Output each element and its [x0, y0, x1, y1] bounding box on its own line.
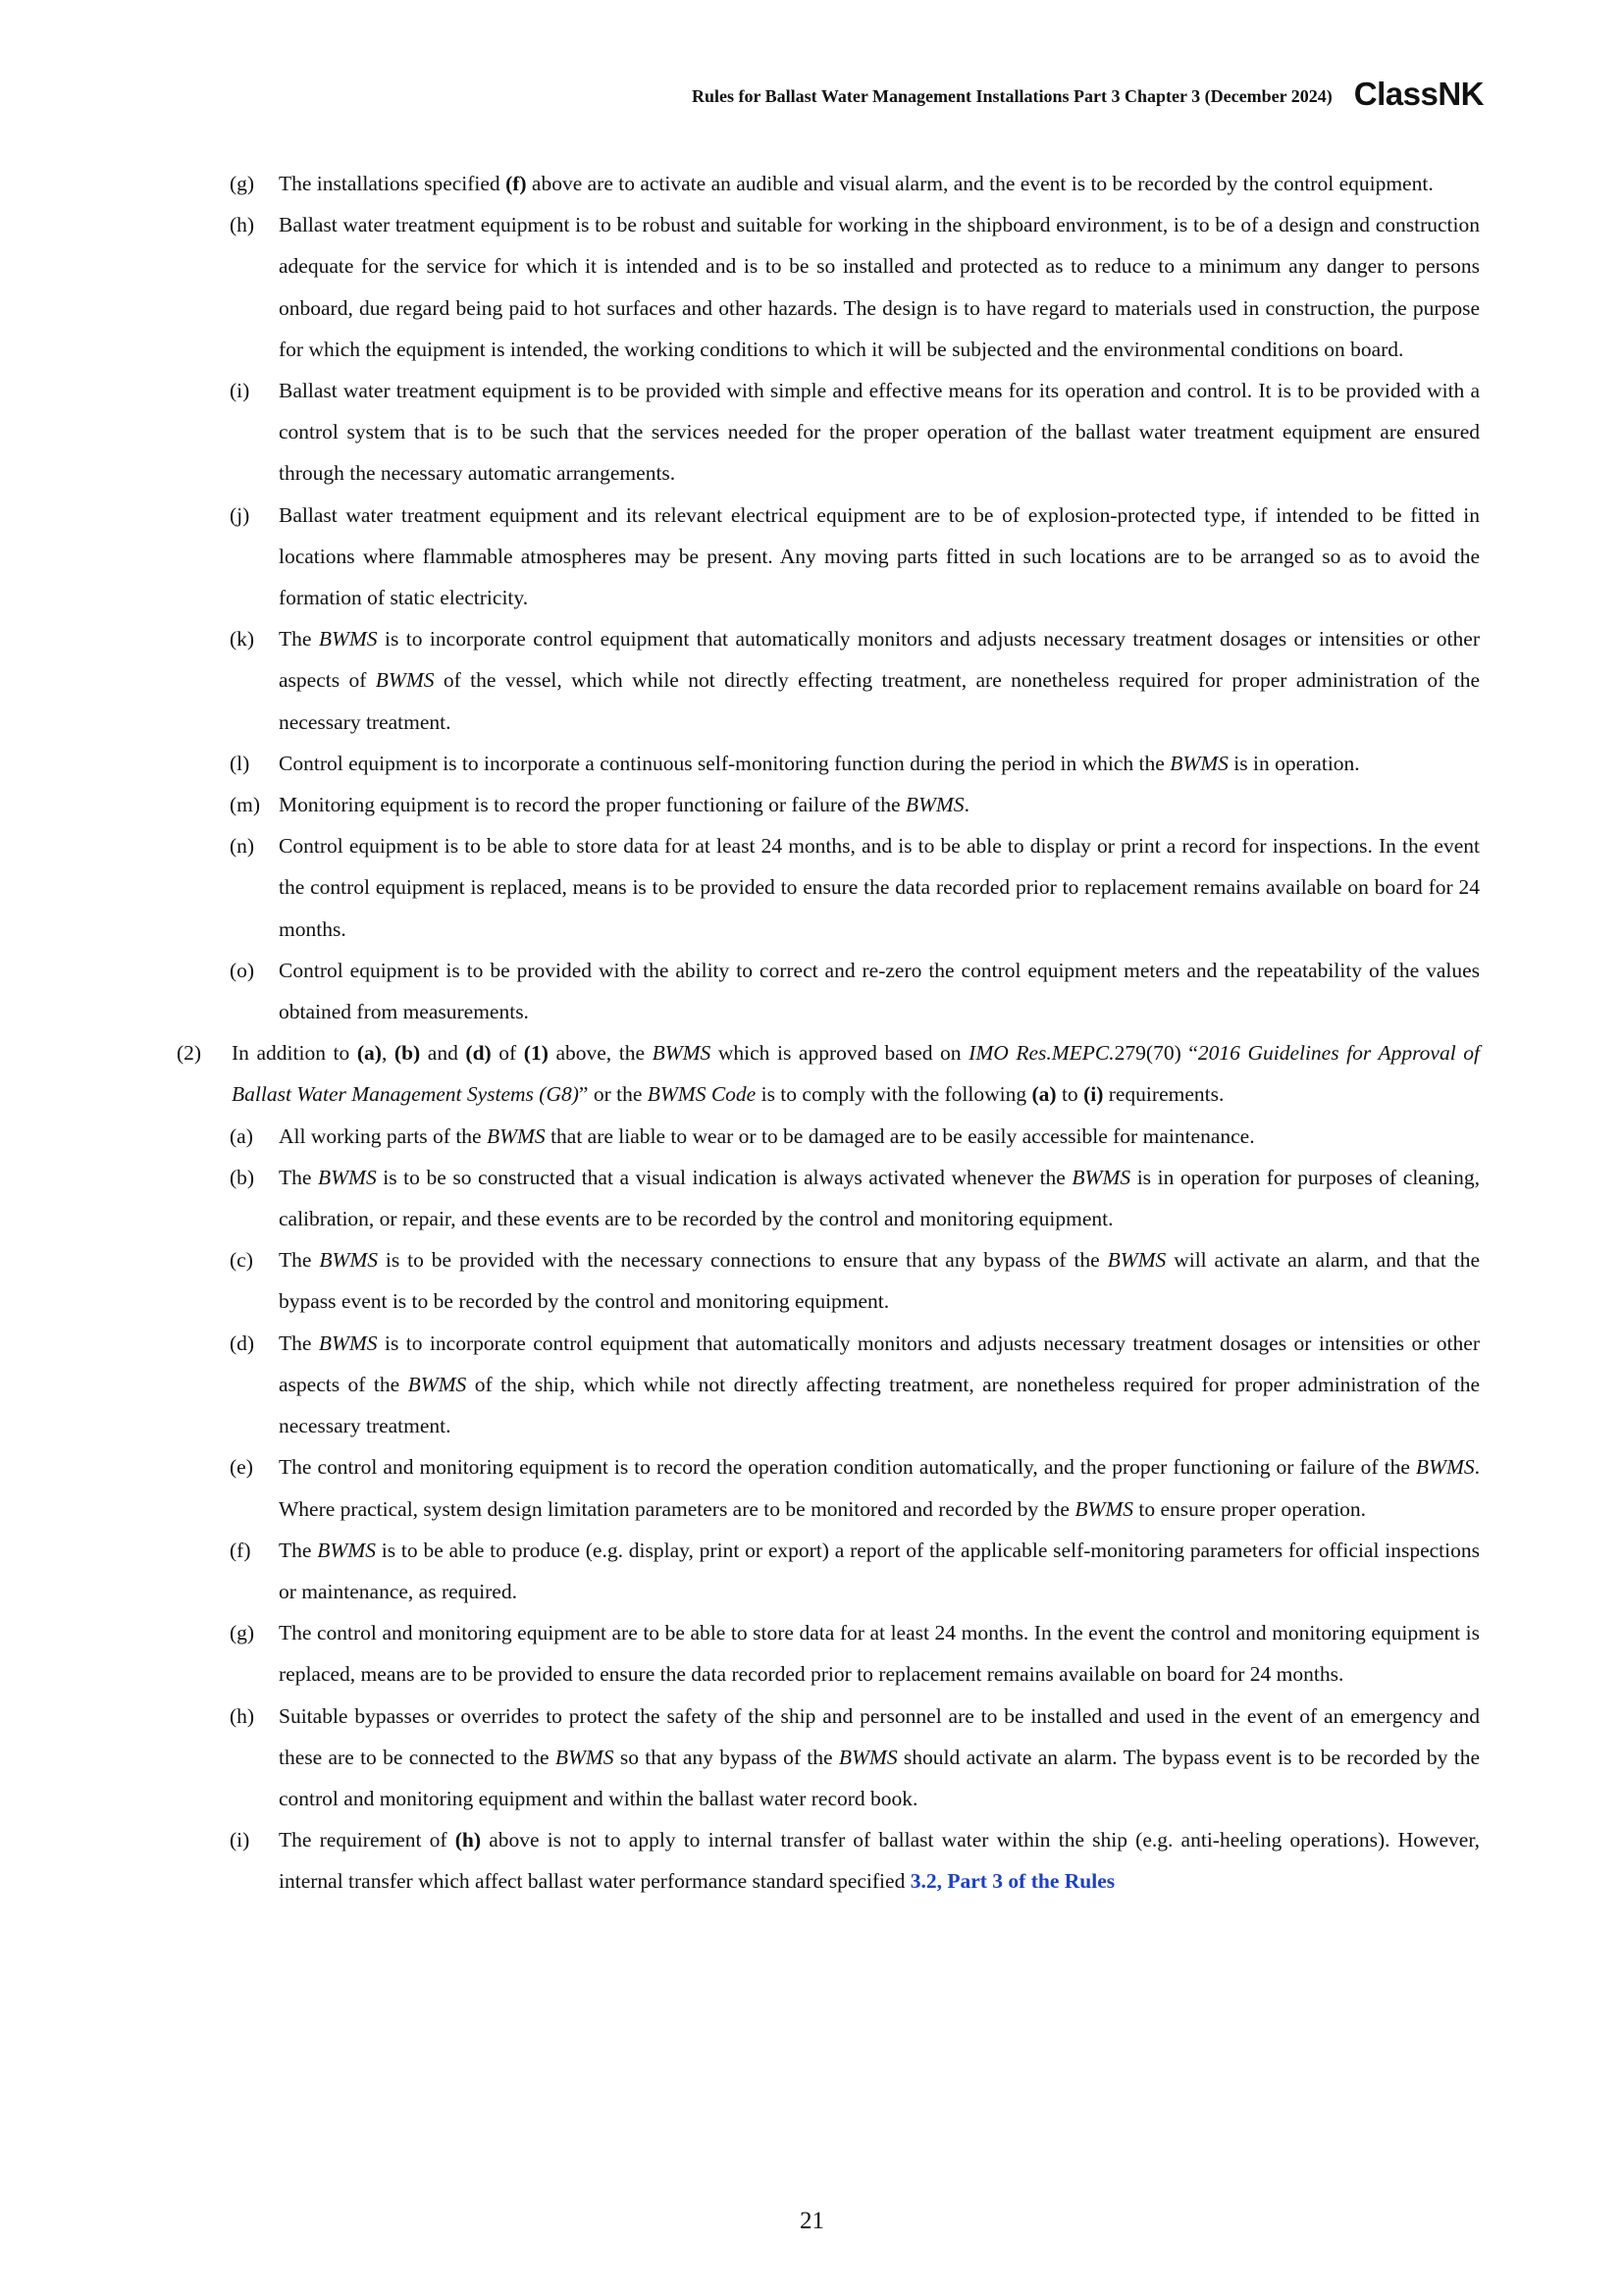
item-label: (d)	[230, 1331, 255, 1355]
item-label: (e)	[230, 1455, 253, 1480]
item-label: (a)	[230, 1123, 253, 1148]
item-1-g: (g) The installations specified (f) above are to activate an audible and visual alarm, and the event is to be recorded by the control equipment.	[0, 163, 1480, 204]
item-label: (f)	[230, 1538, 251, 1562]
item-2-d: (d) The BWMS is to incorporate control equipment that automatically monitors and adjusts necessary treatment dosages or intensities or other aspects of the BWMS of the ship, which while not directly affecting treatment, are nonetheless required for proper administration of the necessary treatment.	[0, 1323, 1480, 1447]
item-2-f: (f) The BWMS is to be able to produce (e.g. display, print or export) a report of the applicable self-monitoring parameters for official inspections or maintenance, as required.	[0, 1530, 1480, 1612]
item-label: (j)	[230, 502, 250, 527]
item-1-m: (m) Monitoring equipment is to record the proper functioning or failure of the BWMS.	[0, 784, 1480, 825]
item-label: (l)	[230, 751, 250, 775]
item-label: (m)	[230, 793, 261, 817]
item-1-j: (j) Ballast water treatment equipment and its relevant electrical equipment are to be of explosion-protected type, if intended to be fitted in locations where flammable atmospheres may be present. Any moving parts fitted in such locations are to be arranged so as to avoid the formation of static electricity.	[0, 495, 1480, 619]
item-label: (n)	[230, 834, 255, 859]
paragraph-2: (2) In addition to (a), (b) and (d) of (1) above, the BWMS which is approved based on IMO Res.MEPC.279(70) “2016 Guidelines for Approval of Ballast Water Management Systems (G8)” or the BWMS Code is to comply with the following (a) to (i) requirements.	[0, 1032, 1480, 1115]
page-number: 21	[800, 2208, 824, 2234]
item-label: (o)	[230, 958, 255, 982]
item-1-k: (k) The BWMS is to incorporate control equipment that automatically monitors and adjusts necessary treatment dosages or intensities or other aspects of BWMS of the vessel, which while not directly effecting treatment, are nonetheless required for proper administration of the necessary treatment.	[0, 618, 1480, 743]
item-1-o: (o) Control equipment is to be provided with the ability to correct and re-zero the control equipment meters and the repeatability of the values obtained from measurements.	[0, 950, 1480, 1032]
item-label: (i)	[230, 1828, 250, 1852]
item-2-a: (a) All working parts of the BWMS that are liable to wear or to be damaged are to be easily accessible for maintenance.	[0, 1116, 1480, 1157]
item-label: (k)	[230, 627, 255, 652]
item-2-e: (e) The control and monitoring equipment is to record the operation condition automatically, and the proper functioning or failure of the BWMS. Where practical, system design limitation parameters are to be monitored and recorded by the BWMS to ensure proper operation.	[0, 1446, 1480, 1529]
item-2-g: (g) The control and monitoring equipment are to be able to store data for at least 24 months. In the event the control and monitoring equipment is replaced, means are to be provided to ensure the data recorded prior to replacement remains available on board for 24 months.	[0, 1612, 1480, 1695]
page-header	[0, 77, 1484, 112]
item-label: (g)	[230, 1621, 255, 1645]
classnk-logo: ClassNK	[1353, 76, 1484, 112]
item-1-h: (h) Ballast water treatment equipment is to be robust and suitable for working in the shipboard environment, is to be of a design and construction adequate for the service for which it is intended and is to be so installed and protected as to reduce to a minimum any danger to persons onboard, due regard being paid to hot surfaces and other hazards. The design is to have regard to materials used in construction, the purpose for which the equipment is intended, the working conditions to which it will be subjected and the environmental conditions on board.	[0, 204, 1480, 370]
document-body	[0, 163, 1624, 1903]
item-2-c: (c) The BWMS is to be provided with the necessary connections to ensure that any bypass of the BWMS will activate an alarm, and that the bypass event is to be recorded by the control and monitoring equipment.	[0, 1239, 1480, 1322]
item-label: (g)	[230, 172, 255, 195]
document-title: Rules for Ballast Water Management Installations Part 3 Chapter 3 (December 2024)	[692, 86, 1333, 106]
item-label: (h)	[230, 213, 255, 237]
item-label: (b)	[230, 1165, 255, 1189]
paragraph-label: (2)	[177, 1041, 202, 1066]
item-2-b: (b) The BWMS is to be so constructed that a visual indication is always activated whenever the BWMS is in operation for purposes of cleaning, calibration, or repair, and these events are to be recorded by the control and monitoring equipment.	[0, 1157, 1480, 1239]
item-2-h: (h) Suitable bypasses or overrides to protect the safety of the ship and personnel are to be installed and used in the event of an emergency and these are to be connected to the BWMS so that any bypass of the BWMS should activate an alarm. The bypass event is to be recorded by the control and monitoring equipment and within the ballast water record book.	[0, 1696, 1480, 1820]
item-1-l: (l) Control equipment is to incorporate a continuous self-monitoring function during the period in which the BWMS is in operation.	[0, 743, 1480, 784]
item-2-i: (i) The requirement of (h) above is not to apply to internal transfer of ballast water within the ship (e.g. anti-heeling operations). However, internal transfer which affect ballast water performance standard specified 3.2, Part 3 of the Rules	[0, 1819, 1480, 1902]
rules-reference-link[interactable]: 3.2, Part 3 of the Rules	[910, 1869, 1116, 1894]
item-label: (h)	[230, 1703, 255, 1728]
item-label: (i)	[230, 379, 250, 403]
item-1-n: (n) Control equipment is to be able to store data for at least 24 months, and is to be able to display or print a record for inspections. In the event the control equipment is replaced, means is to be provided to ensure the data recorded prior to replacement remains available on board for 24 months.	[0, 825, 1480, 950]
item-label: (c)	[230, 1248, 253, 1273]
item-1-i: (i) Ballast water treatment equipment is to be provided with simple and effective means for its operation and control. It is to be provided with a control system that is to be such that the services needed for the proper operation of the ballast water treatment equipment are ensured through the necessary automatic arrangements.	[0, 370, 1480, 495]
